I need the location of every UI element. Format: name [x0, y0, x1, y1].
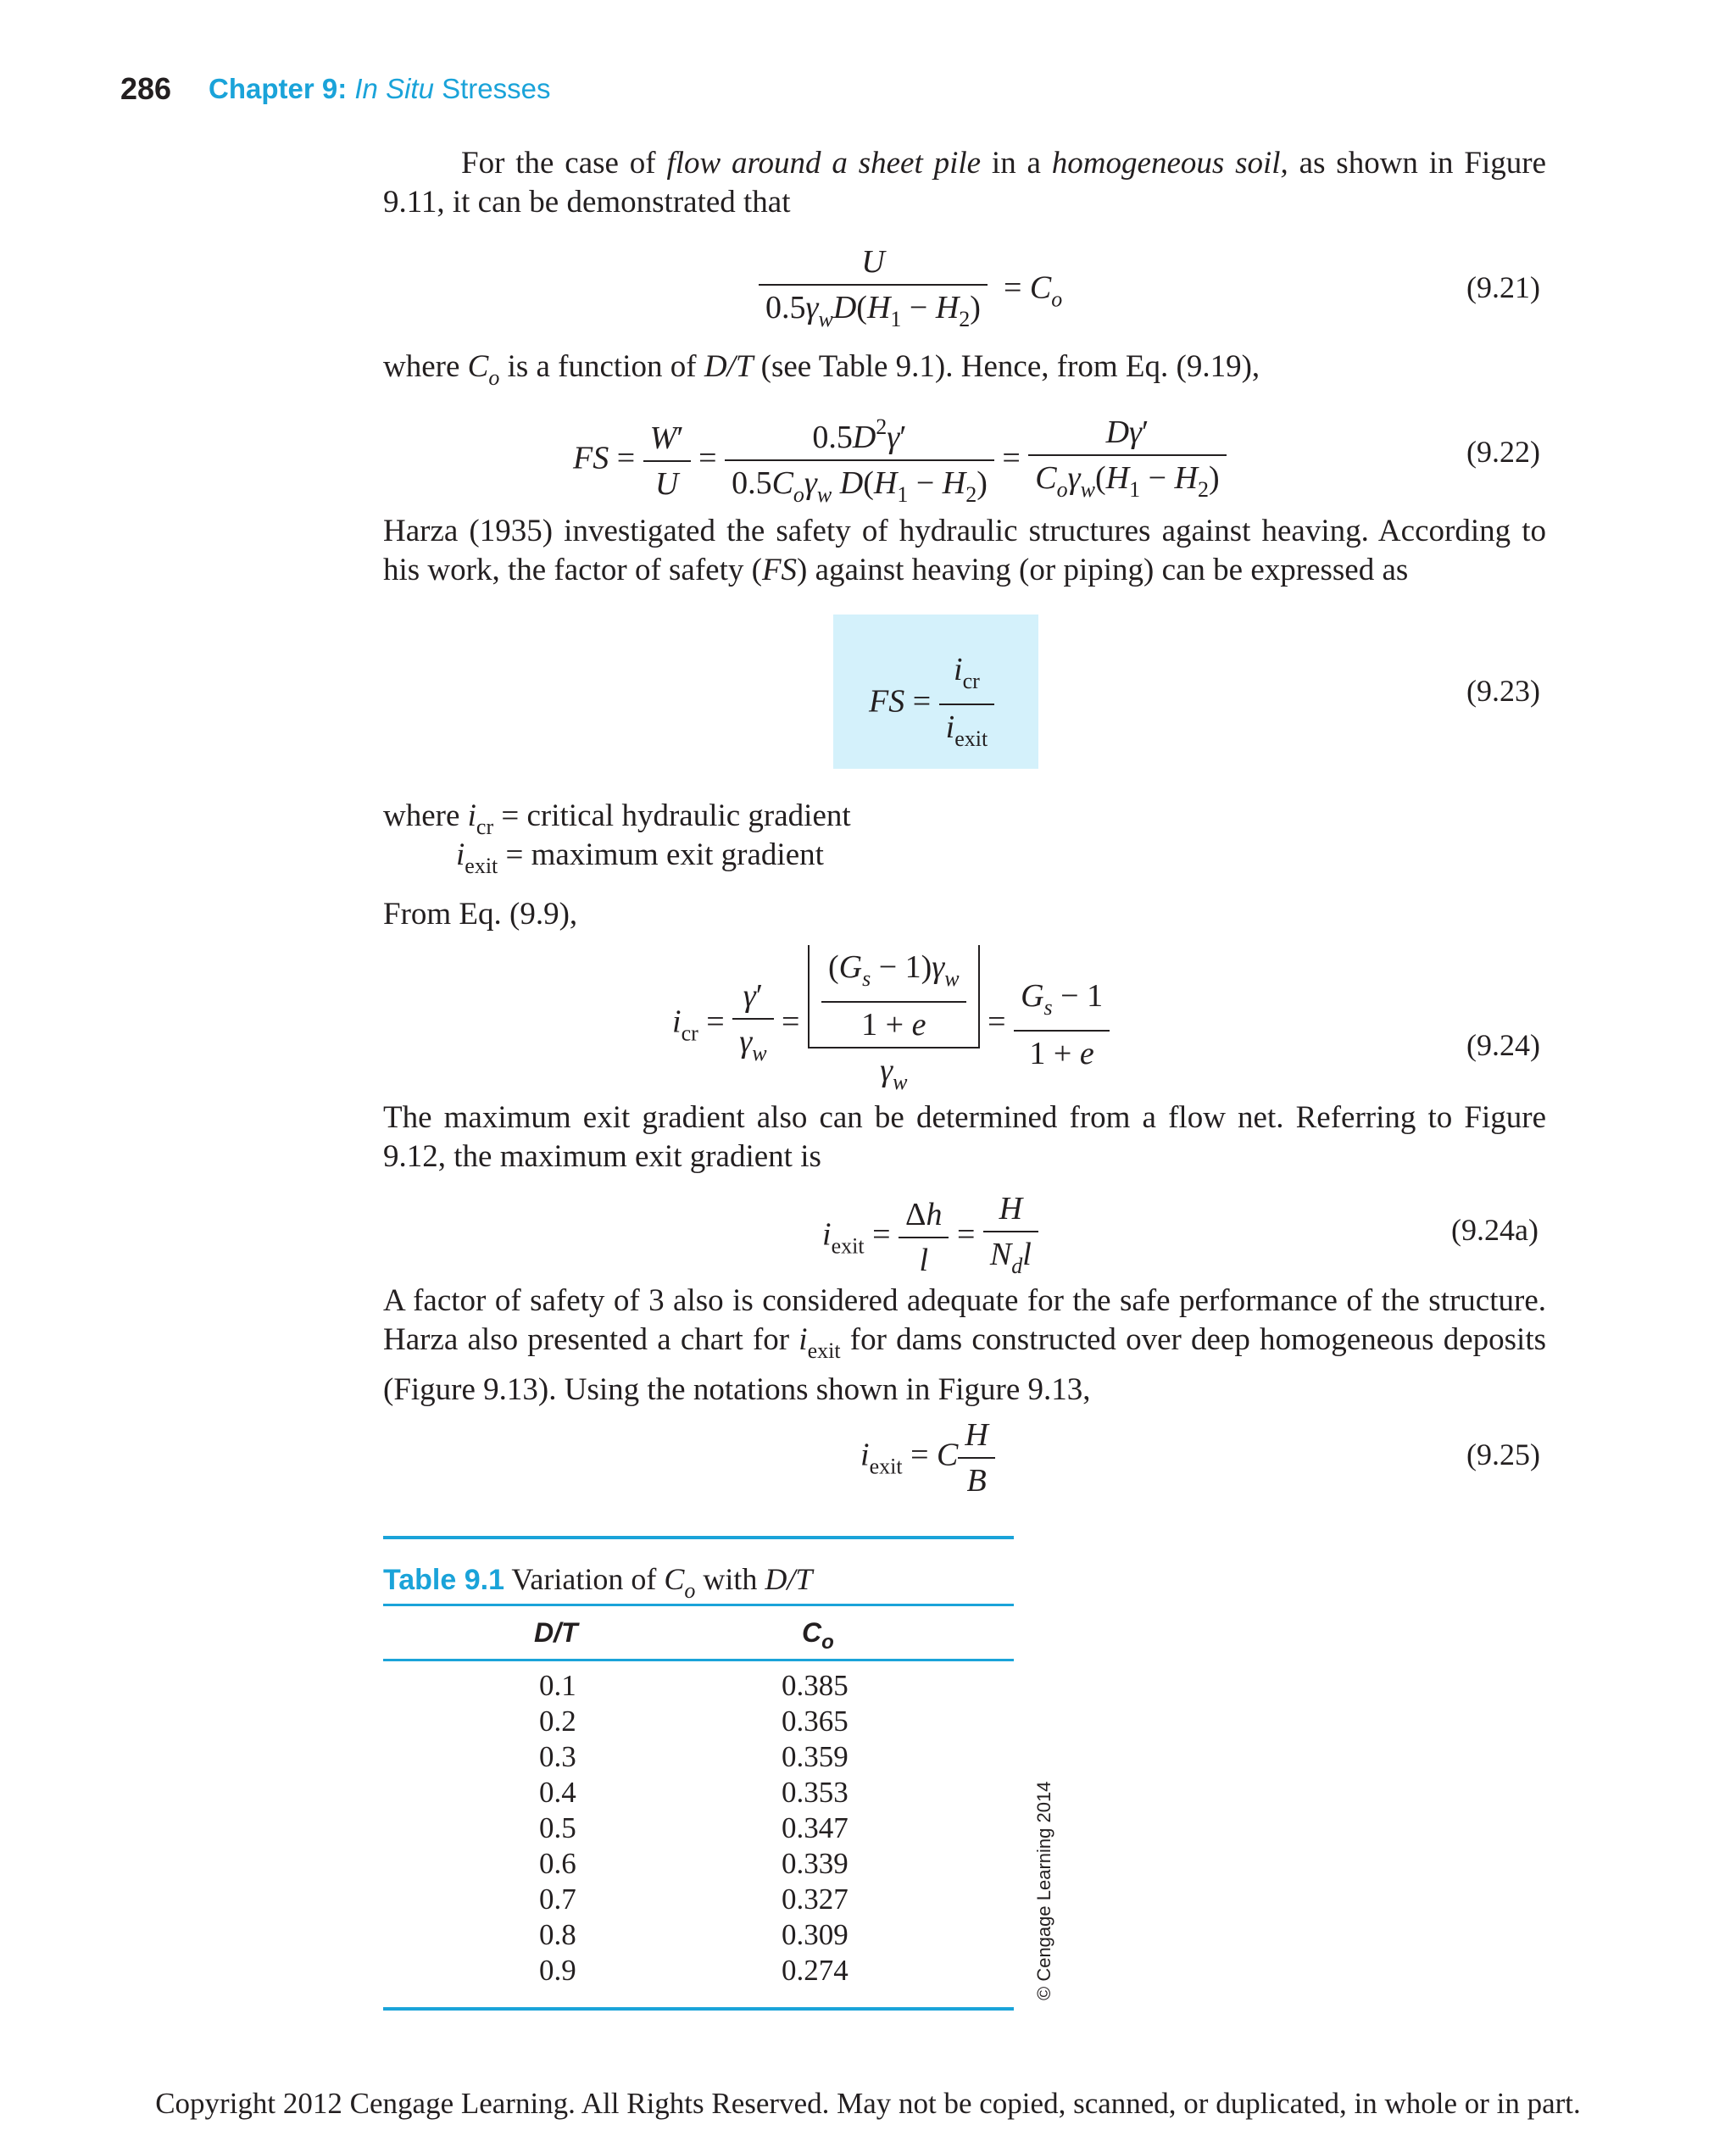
- text-run: where: [383, 349, 468, 384]
- table-cell: 0.339: [782, 1847, 849, 1880]
- table-header-co: [802, 1617, 834, 1655]
- table-column-co: [782, 1668, 849, 1988]
- paragraph-sheet-pile: [383, 144, 1546, 222]
- equation-9-21: $\frac{U}{0.5\gamma_wD(H_1 - H_2)}$ = $C_o$: [759, 240, 1062, 342]
- table-cell: 0.2: [539, 1705, 576, 1738]
- table-label: Table 9.1: [383, 1564, 504, 1596]
- text-run: D/T: [704, 349, 754, 384]
- text-run: Harza (1935) investigated the safety of hydraulic structures against heaving. According to his work, the factor of safety (: [383, 514, 1546, 587]
- text-run: For the case of: [461, 146, 667, 181]
- text-run: C: [802, 1617, 822, 1648]
- table-header-dt: D/T: [534, 1617, 578, 1648]
- equation-number: (9.25): [1466, 1438, 1540, 1471]
- paragraph-harza: [383, 512, 1546, 590]
- table-cell: 0.8: [539, 1918, 576, 1951]
- paragraph-max-exit: The maximum exit gradient also can be determined from a flow net. Referring to Figure 9.12, the maximum exit gradient is: [383, 1100, 1546, 1174]
- table-cell: 0.5: [539, 1811, 576, 1844]
- paragraph-where-co: where $C_o$ is a function of D/T (see Table 9.1). Hence, from Eq. (9.19),: [383, 349, 1260, 390]
- equation-9-22: FS = $\frac{W'}{U}$ = $\frac{0.5D^2\gamma'}{0.5C_o\gamma_w D(H_1 - H_2)}$ = $\frac{D\gamma'}{C_o\gamma_w(H_1 - H_2)}$: [573, 405, 1227, 517]
- table-cell: 0.309: [782, 1918, 849, 1951]
- image-credit: © Cengage Learning 2014: [1033, 1781, 1054, 2000]
- table-cell: 0.365: [782, 1705, 849, 1738]
- copyright-notice: Copyright 2012 Cengage Learning. All Rights Reserved. May not be copied, scanned, or duplicated, in whole or in part.: [155, 2087, 1581, 2120]
- table-cell: 0.327: [782, 1883, 849, 1916]
- table-caption: Table 9.1 Variation of $C_o$ with D/T: [383, 1562, 813, 1603]
- text-run: as shown in Figure 9.11, it can be demonstrated that: [383, 146, 1546, 220]
- text-run: in a: [981, 146, 1052, 181]
- table-bottom-rule: [383, 2007, 1014, 2011]
- text-run: A factor of safety of 3 also is considered adequate for the safe performance of the structure. Harza also presented a chart for: [383, 1283, 1546, 1357]
- equation-number: (9.23): [1466, 674, 1540, 708]
- chapter-label: Chapter 9:: [209, 73, 348, 104]
- text-run: with: [695, 1562, 765, 1596]
- page-number: 286: [120, 71, 172, 106]
- chapter-title-rest: Stresses: [442, 73, 551, 104]
- text-run: for dams constructed over deep homogeneous deposits (Figure 9.13). Using the notations shown in Figure 9.13,: [383, 1322, 1547, 1407]
- text-run: ) against heaving (or piping) can be expressed as: [797, 553, 1409, 587]
- equation-number: (9.24): [1466, 1028, 1540, 1062]
- paragraph-from-eq: From Eq. (9.9),: [383, 897, 578, 932]
- table-header-rule: [383, 1659, 1014, 1661]
- equation-number: (9.22): [1466, 435, 1540, 469]
- table-cell: 0.359: [782, 1740, 849, 1773]
- equation-9-23: FS = $\frac{i_{cr}}{i_{exit}}$: [869, 648, 994, 761]
- table-cell: 0.7: [539, 1883, 576, 1916]
- equation-9-24: $i_{cr}$ = $\frac{\gamma'}{\gamma_w}$ = $\frac{\frac{(G_s - 1)\gamma_w}{1 + e}}{\gamma_w}$ = $\frac{G_s - 1}{1 + e}$: [672, 945, 1110, 1104]
- text-run: homogeneous soil,: [1051, 146, 1288, 181]
- equation-number: (9.24a): [1451, 1213, 1538, 1247]
- chapter-title: [209, 73, 550, 105]
- paragraph-factor-safety: A factor of safety of 3 also is considered adequate for the safe performance of the structure. Harza also presented a chart for $i_{exit}$ for dams constructed over deep homogeneous deposits (Figure 9.13). Using the notations shown in Figure 9.13,: [383, 1283, 1547, 1407]
- definition-icr: where $i_{cr}$ = critical hydraulic gradient: [383, 798, 851, 839]
- table-column-dt: [539, 1668, 576, 1988]
- table-cell: 0.9: [539, 1954, 576, 1987]
- table-caption-rule: [383, 1604, 1014, 1606]
- text-run: critical hydraulic gradient: [526, 798, 851, 833]
- table-cell: 0.385: [782, 1669, 849, 1702]
- text-run: where: [383, 798, 460, 833]
- table-cell: 0.1: [539, 1669, 576, 1702]
- table-cell: 0.6: [539, 1847, 576, 1880]
- table-cell: 0.353: [782, 1776, 849, 1809]
- equation-9-25: $i_{exit} = C$ $\frac{H}{B}$: [860, 1413, 995, 1503]
- text-run: Variation of: [511, 1562, 665, 1596]
- table-cell: 0.274: [782, 1954, 849, 1987]
- text-run: o: [821, 1631, 834, 1654]
- table-top-rule: [383, 1536, 1014, 1539]
- table-cell: 0.3: [539, 1740, 576, 1773]
- equation-9-24a: $i_{exit}$ = $\frac{\Delta h}{l}$ = $\frac{H}{N_dl}$: [822, 1187, 1038, 1288]
- text-run: flow around a sheet pile: [666, 146, 982, 181]
- text-run: is a function of: [499, 349, 704, 384]
- text-run: FS: [761, 553, 798, 587]
- table-cell: 0.4: [539, 1776, 576, 1809]
- equation-number: (9.21): [1466, 270, 1540, 304]
- chapter-title-italic: In Situ: [354, 73, 434, 104]
- text-run: D/T: [765, 1562, 813, 1596]
- table-cell: 0.347: [782, 1811, 849, 1844]
- definition-iexit: $i_{exit}$ = maximum exit gradient: [456, 837, 824, 878]
- text-run: (see Table 9.1). Hence, from Eq. (9.19),: [753, 349, 1260, 384]
- text-run: maximum exit gradient: [531, 837, 824, 872]
